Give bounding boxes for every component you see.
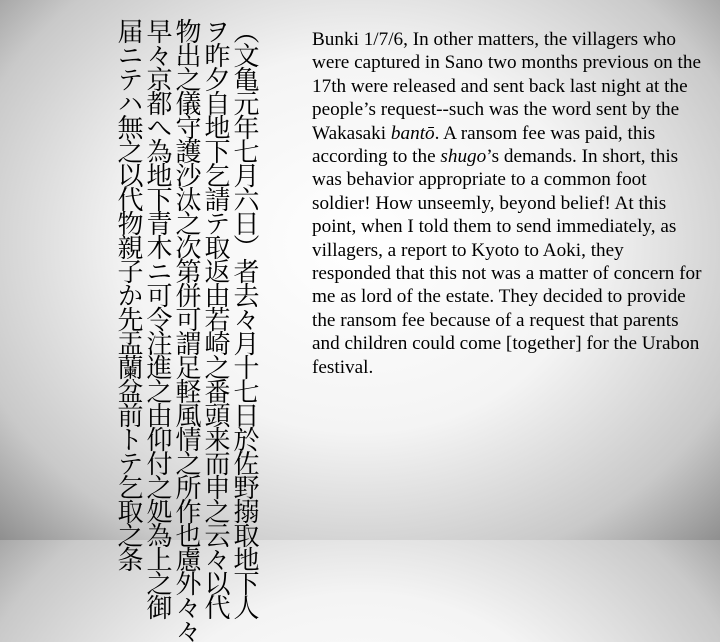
translation-text-2: . A ransom fee was paid, this according to the [312,122,656,168]
translation-text-3: ’s demands. In short, this was behavior appropriate to a common foot soldier! How unseemly, beyond belief! At this point, when I told them to send immediately, as villagers, a report to Kyoto to Aoki, they responded that this not was a matter of concern for me as lord of the estate. They decided to provide the ransom fee because of a request that parents and children could come [together] for the Urabon festival. [312,146,702,378]
japanese-column-3: 物出之儀守護沙汰之次第併可謂足軽風情之所作也慮外々々 [171,18,201,642]
term-shugo: shugo [440,146,487,168]
japanese-column-4: 早々京都へ為地下青木ニ可令注進之由仰付之処為上之御 [142,18,172,618]
japanese-column-1: （文亀元年七月六日）者去々月十七日於佐野搦取地下人 [229,18,259,618]
japanese-column-2: ヲ昨夕自地下乞請テ取返由若崎之番頭来而申之云々以代 [200,18,230,618]
english-translation [312,28,704,379]
term-banto: bantō [390,122,435,144]
japanese-source-text [92,18,259,642]
japanese-column-5: 届ニテハ無之以代物親子か先盂蘭盆前トテ乞取之条 [113,18,143,570]
translation-text-1: Bunki 1/7/6, In other matters, the villagers who were captured in Sano two months previous on the 17th were released and sent back last night at the people’s request--such was the word sent by the Wakasaki [312,29,701,144]
translation-paragraph [312,28,704,379]
